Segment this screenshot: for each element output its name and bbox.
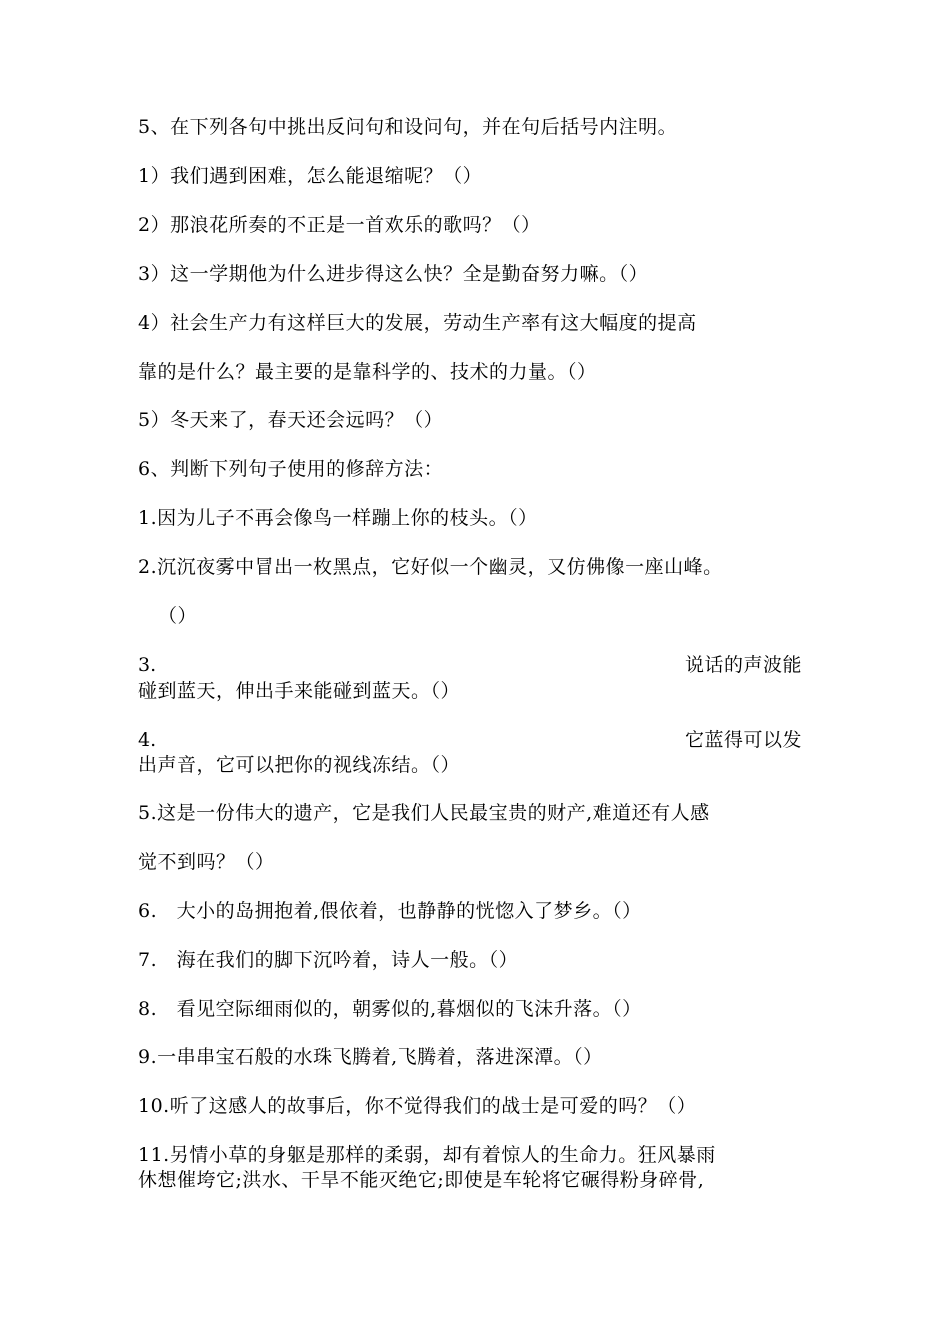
q5-item-5: 5）冬天来了，春天还会远吗？（） (138, 409, 444, 431)
q6-item-6: 6. 大小的岛拥抱着,偎依着，也静静的恍惚入了梦乡。（） (138, 900, 642, 922)
q6-item-2-line-2: （） (158, 605, 198, 627)
q5-item-3: 3）这一学期他为什么进步得这么快？全是勤奋努力嘛。（） (138, 263, 649, 285)
q6-item-11-line-2: 休想催垮它;洪水、干旱不能灭绝它;即使是车轮将它碾得粉身碎骨, (138, 1169, 705, 1191)
q6-item-5-line-2: 觉不到吗？（） (138, 851, 275, 873)
q6-item-2-line-1: 2.沉沉夜雾中冒出一枚黑点，它好似一个幽灵，又仿佛像一座山峰。 (138, 556, 723, 578)
q6-item-4-text-start: 它蓝得可以发 (684, 729, 802, 751)
q6-item-3-text-start: 说话的声波能 (684, 654, 802, 676)
q6-item-4-line-2: 出声音，它可以把你的视线冻结。（） (138, 754, 461, 776)
q6-item-5-line-1: 5.这是一份伟大的遗产，它是我们人民最宝贵的财产,难道还有人感 (138, 802, 710, 824)
q6-item-11-line-1: 11.另情小草的身躯是那样的柔弱，却有着惊人的生命力。狂风暴雨 (138, 1144, 716, 1166)
q6-item-3-number: 3. (138, 654, 157, 676)
q6-item-7: 7. 海在我们的脚下沉吟着，诗人一般。（） (138, 949, 519, 971)
q6-item-3-line-1 (138, 653, 802, 677)
q6-item-1: 1.因为儿子不再会像鸟一样蹦上你的枝头。（） (138, 507, 538, 529)
q5-item-2: 2）那浪花所奏的不正是一首欢乐的歌吗？（） (138, 214, 541, 236)
q6-item-4-number: 4. (138, 729, 157, 751)
q5-item-1: 1）我们遇到困难，怎么能退缩呢？（） (138, 165, 483, 187)
q6-item-9: 9.一串串宝石般的水珠飞腾着,飞腾着，落进深潭。（） (138, 1046, 603, 1068)
q6-item-4-line-1 (138, 728, 802, 752)
q6-item-8: 8. 看见空际细雨似的，朝雾似的,暮烟似的飞沫升落。（） (138, 998, 642, 1020)
question-6-heading: 6、判断下列句子使用的修辞方法： (138, 458, 444, 480)
q6-item-10: 10.听了这感人的故事后，你不觉得我们的战士是可爱的吗？（） (138, 1095, 697, 1117)
q6-item-3-line-2: 碰到蓝天，伸出手来能碰到蓝天。（） (138, 680, 461, 702)
question-5-heading: 5、在下列各句中挑出反问句和设问句，并在句后括号内注明。 (138, 116, 678, 138)
q5-item-4-line-2: 靠的是什么？最主要的是靠科学的、技术的力量。（） (138, 361, 597, 383)
q5-item-4-line-1: 4）社会生产力有这样巨大的发展，劳动生产率有这大幅度的提高 (138, 312, 697, 334)
